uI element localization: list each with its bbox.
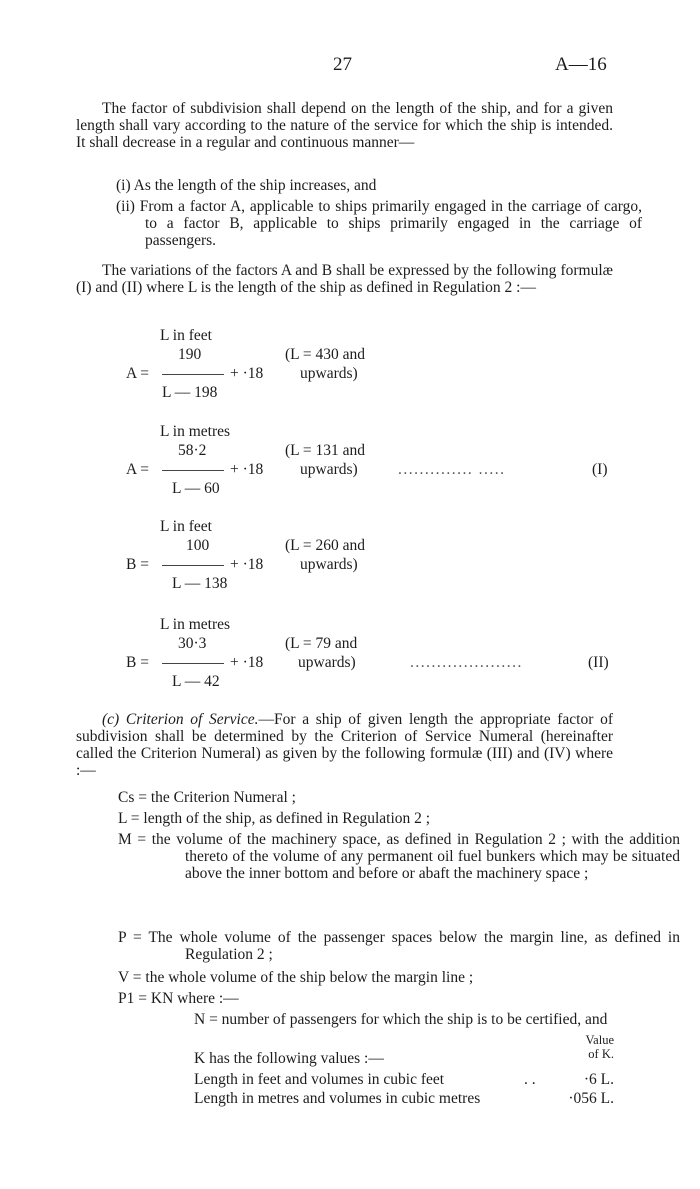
definition-symbol: P = bbox=[118, 929, 142, 946]
formula-condition: upwards) bbox=[300, 365, 358, 382]
definition-p bbox=[118, 929, 680, 963]
fraction-bar bbox=[162, 374, 224, 375]
formula-condition: (L = 79 and bbox=[285, 635, 358, 652]
formula-unit-label: L in feet bbox=[160, 518, 212, 535]
k-row-label: Length in feet and volumes in cubic feet bbox=[194, 1071, 445, 1088]
formula-lhs: A = bbox=[126, 461, 149, 478]
definition-text: the whole volume of the ship below the margin line ; bbox=[145, 969, 474, 986]
intro-paragraph: The factor of subdivision shall depend on the length of the ship, and for a given length shall vary according to the nature of the service for which the ship is intended. It shall decrease in a regular and continuous manner— bbox=[76, 100, 613, 151]
criterion-heading: (c) Criterion of Service. bbox=[102, 711, 259, 728]
definition-symbol: Cs = bbox=[118, 789, 147, 806]
definition-text: the volume of the machinery space, as defined in Regulation 2 ; with the addition thereto of the volume of any permanent oil fuel bunkers which may be situated above the inner bottom and before or abaft the machinery space ; bbox=[151, 831, 681, 882]
definition-v bbox=[118, 969, 680, 986]
formula-condition: upwards) bbox=[298, 654, 356, 671]
formula-lhs: A = bbox=[126, 365, 149, 382]
formula-condition: (L = 260 and bbox=[285, 537, 366, 554]
fraction-bar bbox=[162, 663, 224, 664]
definition-symbol: V = bbox=[118, 969, 142, 986]
definition-symbol: M = bbox=[118, 831, 147, 848]
value-header-line2: of K. bbox=[588, 1047, 614, 1061]
formula-denominator: L — 42 bbox=[172, 673, 220, 690]
formula-number: (I) bbox=[592, 461, 608, 478]
definition-text: the Criterion Numeral ; bbox=[150, 789, 296, 806]
leader-dots: .............. ..... bbox=[398, 461, 506, 478]
formula-lhs: B = bbox=[126, 556, 149, 573]
formula-condition: (L = 131 and bbox=[285, 442, 366, 459]
list-item-ii: (ii) From a factor A, applicable to ships primarily engaged in the carriage of cargo, to a factor B, applicable to ships primarily engaged in the carriage of passengers. bbox=[116, 198, 642, 249]
k-row-value: ·6 L. bbox=[583, 1071, 614, 1088]
definition-m bbox=[118, 831, 680, 882]
formula-numerator: 58·2 bbox=[178, 442, 207, 459]
fraction-bar bbox=[162, 565, 224, 566]
formula-denominator: L — 138 bbox=[172, 575, 228, 592]
formula-number: (II) bbox=[588, 654, 609, 671]
formula-constant: + ·18 bbox=[230, 556, 264, 573]
definition-cs bbox=[118, 789, 680, 806]
n-definition: N = number of passengers for which the ship is to be certified, and bbox=[194, 1011, 608, 1028]
definition-text: The whole volume of the passenger spaces below the margin line, as defined in Regulation 2 ; bbox=[148, 929, 680, 963]
page-number: 27 bbox=[333, 54, 352, 75]
k-intro: K has the following values :— bbox=[194, 1050, 384, 1067]
formula-condition: (L = 430 and bbox=[285, 346, 366, 363]
formula-numerator: 190 bbox=[178, 346, 202, 363]
formula-numerator: 100 bbox=[186, 537, 210, 554]
value-header-line1: Value bbox=[585, 1033, 614, 1047]
document-reference: A—16 bbox=[555, 54, 607, 75]
definition-symbol: L = bbox=[118, 810, 140, 827]
definition-text: length of the ship, as defined in Regulation 2 ; bbox=[143, 810, 431, 827]
k-row-dots: . . bbox=[524, 1071, 536, 1088]
leader-dots: ..................... bbox=[410, 654, 523, 671]
definition-text: KN where :— bbox=[150, 990, 239, 1007]
k-row-label: Length in metres and volumes in cubic metres bbox=[194, 1090, 481, 1107]
formula-constant: + ·18 bbox=[230, 654, 264, 671]
definition-p1 bbox=[118, 990, 680, 1007]
formula-constant: + ·18 bbox=[230, 461, 264, 478]
formula-lhs: B = bbox=[126, 654, 149, 671]
formula-constant: + ·18 bbox=[230, 365, 264, 382]
formula-denominator: L — 198 bbox=[162, 384, 218, 401]
formula-numerator: 30·3 bbox=[178, 635, 207, 652]
criterion-paragraph bbox=[76, 711, 613, 779]
formula-condition: upwards) bbox=[300, 556, 358, 573]
criterion-text: —For a ship of given length the appropriate factor of subdivision shall be determined by the Criterion of Service Numeral (hereinafter called the Criterion Numeral) as given by the following formulæ (III) and (IV) where :— bbox=[76, 711, 613, 779]
fraction-bar bbox=[162, 470, 224, 471]
formula-unit-label: L in metres bbox=[160, 616, 231, 633]
definition-l bbox=[118, 810, 680, 827]
formula-condition: upwards) bbox=[300, 461, 358, 478]
k-row-value: ·056 L. bbox=[568, 1090, 614, 1107]
variations-paragraph: The variations of the factors A and B shall be expressed by the following formulæ (I) and (II) where L is the length of the ship as defined in Regulation 2 :— bbox=[76, 262, 613, 296]
formula-unit-label: L in metres bbox=[160, 423, 231, 440]
formula-denominator: L — 60 bbox=[172, 480, 220, 497]
definition-symbol: P1 = bbox=[118, 990, 147, 1007]
formula-unit-label: L in feet bbox=[160, 327, 212, 344]
list-item-i: (i) As the length of the ship increases, and bbox=[116, 177, 377, 194]
